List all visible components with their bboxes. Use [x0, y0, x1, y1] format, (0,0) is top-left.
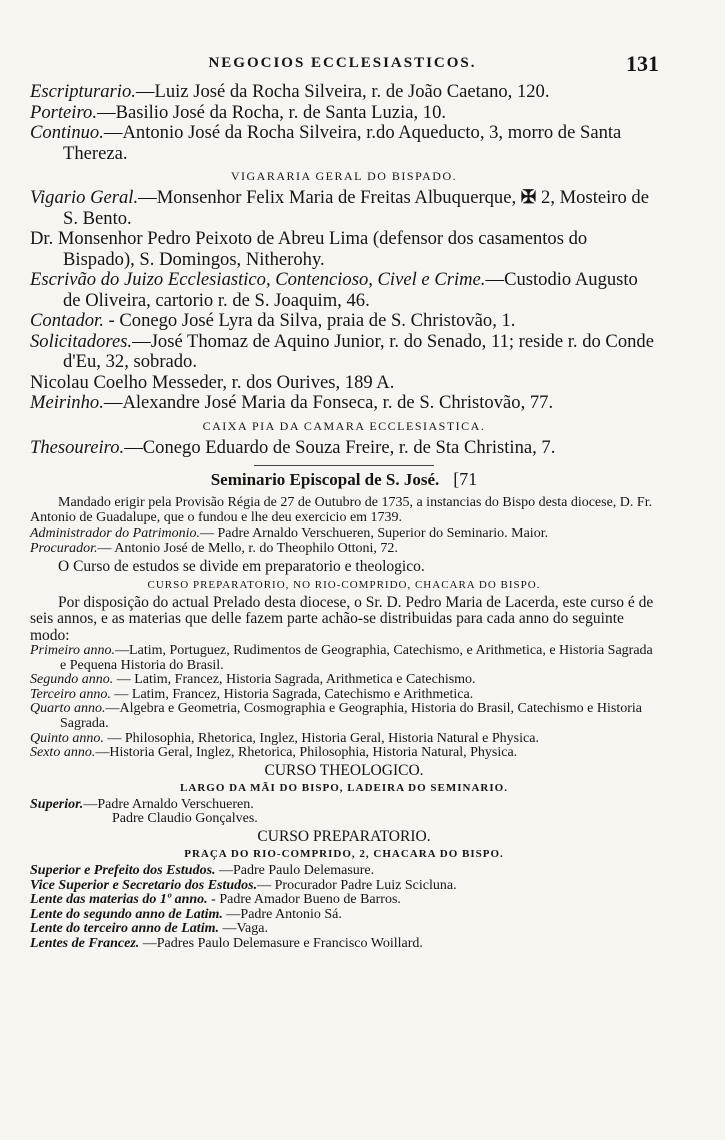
entry-defensor: Dr. Monsenhor Pedro Peixoto de Abreu Lima (defensor dos casamentos do Bispado), S. Domingos, Nitherohy. [30, 228, 588, 270]
entry-procurador: Procurador.— Antonio José de Mello, r. do Theophilo Ottoni, 72. [30, 540, 398, 556]
staff-item: Lente do segundo anno de Latim. —Padre Antonio Sá. [30, 906, 342, 922]
page-title: NEGOCIOS ECCLESIASTICOS. [208, 55, 477, 71]
section-title-seminario: Seminario Episcopal de S. José. [71 [210, 469, 478, 489]
section-heading-curso-preparatorio: CURSO PREPARATORIO, NO RIO-COMPRIDO, CHACARA DO BISPO. [147, 578, 541, 591]
entry-vigario-geral: Vigario Geral.—Monsenhor Felix Maria de Freitas Albuquerque, ✠ 2, Mosteiro de S. Bento. [30, 187, 649, 229]
staff-item: Lentes de Francez. —Padres Paulo Delemasure e Francisco Woillard. [30, 935, 423, 951]
list-item-segundo-anno: Segundo anno. — Latim, Francez, Historia Sagrada, Arithmetica e Catechismo. [30, 672, 476, 688]
staff-item: Superior e Prefeito dos Estudos. —Padre Paulo Delemasure. [30, 862, 375, 878]
entry-administrador: Administrador do Patrimonio.— Padre Arnaldo Verschueren, Superior do Seminario. Maior. [30, 526, 549, 542]
entry-theo-superior: Superior.—Padre Arnaldo Verschueren. [30, 796, 254, 812]
page-number: 131 [626, 51, 659, 76]
theologico-location: LARGO DA MÃI DO BISPO, LADEIRA DO SEMINARIO. [180, 781, 508, 794]
footnote-number: [71 [453, 469, 478, 489]
staff-item: Lente do terceiro anno de Latim. —Vaga. [30, 921, 268, 937]
entry-escrivao: Escrivão do Juizo Ecclesiastico, Contencioso, Civel e Crime.—Custodio Augusto de Oliveira, cartorio r. de S. Joaquim, 46. [30, 269, 638, 311]
entry-theo-second: Padre Claudio Gonçalves. [112, 811, 258, 827]
entry-porteiro: Porteiro.—Basilio José da Rocha, r. de Santa Luzia, 10. [30, 101, 447, 123]
curso-divisao: O Curso de estudos se divide em preparatorio e theologico. [58, 558, 425, 576]
section-heading-vigararia: VIGARARIA GERAL DO BISPADO. [230, 169, 458, 183]
preparatorio-location: PRAÇA DO RIO-COMPRIDO, 2, CHACARA DO BISPO. [184, 847, 504, 860]
page-header [30, 51, 659, 81]
curso-preparatorio-intro: Por disposição do actual Prelado desta diocese, o Sr. D. Pedro Maria de Lacerda, este curso é de seis annos, e as materias que delle fazem parte achão-se distribuidas para cada anno do seguinte modo: [30, 593, 654, 644]
entry-contador: Contador. - Conego José Lyra da Silva, praia de S. Christovão, 1. [30, 310, 516, 331]
entry-escripturario: Escripturario.—Luiz José da Rocha Silveira, r. de João Caetano, 120. [30, 81, 550, 102]
list-item-sexto-anno: Sexto anno.—Historia Geral, Inglez, Rhetorica, Philosophia, Historia Natural, Physica. [30, 745, 518, 761]
list-item-terceiro-anno: Terceiro anno. — Latim, Francez, Historia Sagrada, Catechismo e Arithmetica. [30, 686, 474, 702]
seminario-intro: Mandado erigir pela Provisão Régia de 27 de Outubro de 1735, a instancias do Bispo desta diocese, D. Fr. Antonio de Guadalupe, que o fundou e lhe deu exercicio em 1739. [30, 495, 653, 525]
entry-solicitadores: Solicitadores.—José Thomaz de Aquino Junior, r. do Senado, 11; reside r. do Conde d'Eu, 32, sobrado. [30, 330, 654, 372]
entry-thesoureiro: Thesoureiro.—Conego Eduardo de Souza Freire, r. de Sta Christina, 7. [30, 436, 556, 458]
section-heading-caixa-pia: CAIXA PIA DA CAMARA ECCLESIASTICA. [202, 418, 486, 433]
section-heading-curso-preparatorio-2: CURSO PREPARATORIO. [257, 827, 431, 845]
staff-item: Vice Superior e Secretario dos Estudos.— Procurador Padre Luiz Scicluna. [30, 877, 457, 893]
staff-item: Lente das materias do 1º anno. - Padre Amador Bueno de Barros. [30, 892, 401, 908]
cross-icon: ✠ [520, 187, 537, 208]
entry-meirinho: Meirinho.—Alexandre José Maria da Fonseca, r. de S. Christovão, 77. [30, 392, 554, 413]
section-heading-curso-theologico: CURSO THEOLOGICO. [264, 761, 424, 779]
divider [254, 465, 434, 466]
list-item-quarto-anno: Quarto anno.—Algebra e Geometria, Cosmographia e Geographia, Historia do Brasil, Catechismo e Historia Sagrada. [30, 701, 642, 731]
list-item-primeiro-anno: Primeiro anno.—Latim, Portuguez, Rudimentos de Geographia, Catechismo, e Arithmetica, e Historia Sagrada e Pequena Historia do Brasil. [30, 643, 653, 673]
entry-continuo: Continuo.—Antonio José da Rocha Silveira, r.do Aqueducto, 3, morro de Santa Thereza. [30, 122, 622, 164]
list-item-quinto-anno: Quinto anno. — Philosophia, Rhetorica, Inglez, Historia Geral, Historia Natural e Physica. [30, 730, 539, 746]
page-body [30, 82, 658, 952]
entry-nicolau: Nicolau Coelho Messeder, r. dos Ourives, 189 A. [30, 371, 395, 393]
